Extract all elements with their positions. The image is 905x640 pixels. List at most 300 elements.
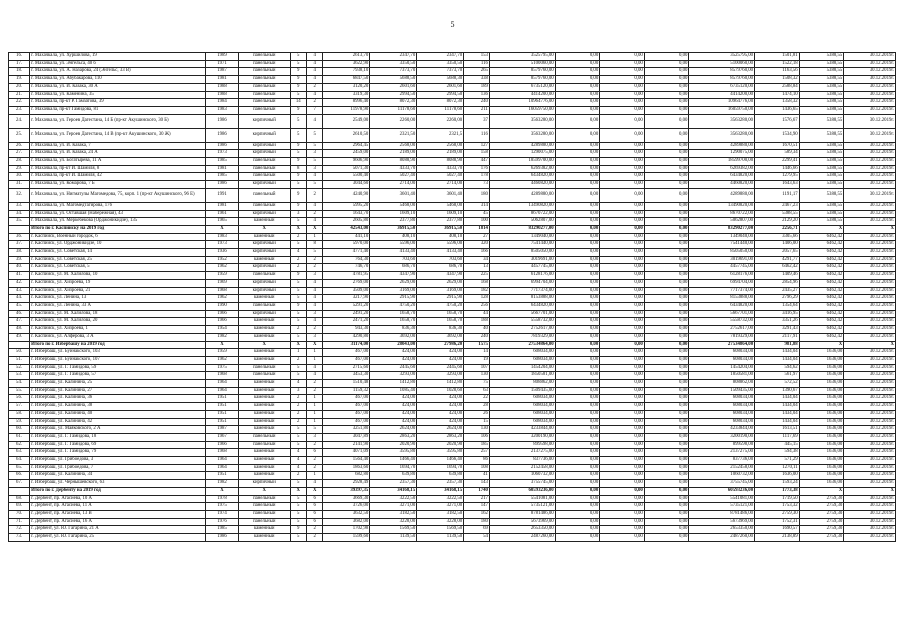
table-cell: 2471,20: [323, 318, 370, 326]
table-cell: 1569,50: [417, 526, 464, 534]
table-cell: кирпичный: [238, 287, 290, 295]
table-row: [9, 241, 896, 249]
table-cell: 3692,00: [417, 333, 464, 341]
table-cell: 59.: [9, 418, 30, 426]
table-cell: 1: [306, 356, 322, 364]
table-cell: 147: [464, 503, 490, 511]
table-cell: 1593,24: [755, 480, 800, 488]
table-cell: 2189,00: [370, 150, 417, 158]
table-cell: г. Махачкала, пр-кт Р. Гамзатова, 39: [30, 99, 206, 107]
table-cell: 2: [290, 326, 306, 334]
table-cell: 69.: [9, 503, 30, 511]
table-cell: 2549,00: [323, 114, 370, 128]
table-cell: 9: [290, 83, 306, 91]
table-cell: 5: [290, 364, 306, 372]
table-cell: 6462,42: [799, 233, 844, 241]
table-cell: 257: [464, 449, 490, 457]
table-cell: каменный: [238, 449, 290, 457]
table-cell: 1951: [206, 410, 239, 418]
table-cell: 0,00: [600, 150, 645, 158]
table-cell: г. Махачкала, ул. Магомедтагирова, 176: [30, 202, 206, 210]
table-cell: 30.12.2019г.: [844, 472, 896, 480]
table-cell: 2: [306, 326, 322, 334]
table-cell: 1454204,00: [489, 364, 555, 372]
table-cell: 2715,60: [323, 364, 370, 372]
table-cell: 2: [306, 534, 322, 542]
table-cell: 608034,00: [489, 356, 555, 364]
table-row: [9, 295, 896, 303]
table-cell: 31.: [9, 181, 30, 189]
table-cell: каменный: [238, 410, 290, 418]
table-cell: 10964776,00: [489, 99, 555, 107]
table-cell: 1967: [206, 433, 239, 441]
table-cell: 5: [290, 503, 306, 511]
table-cell: 30.12.2019г.: [844, 158, 896, 166]
table-cell: 2: [306, 464, 322, 472]
table-cell: г. Дербент, пр. Агасиева, 16 А: [30, 518, 206, 526]
table-cell: 3453,30: [323, 372, 370, 380]
table-cell: 1466,40: [417, 457, 464, 465]
table-cell: 4: [306, 480, 322, 488]
table-cell: 1968: [206, 287, 239, 295]
table-cell: 424,00: [370, 395, 417, 403]
table-cell: 4457745,00: [489, 264, 555, 272]
table-cell: 1986: [206, 128, 239, 142]
table-cell: 447: [464, 158, 490, 166]
table-cell: 3019691,00: [489, 256, 555, 264]
table-cell: 2347,70: [417, 53, 464, 61]
table-row: [9, 249, 896, 257]
table-cell: 0,00: [555, 99, 600, 107]
table-cell: 0,00: [600, 426, 645, 434]
table-cell: 3509,00: [323, 287, 370, 295]
table-cell: 18599700,00: [489, 158, 555, 166]
table-cell: 100: [464, 218, 490, 226]
table-cell: 0,00: [600, 173, 645, 181]
table-cell: 3120,20: [323, 83, 370, 91]
table-cell: 0,00: [600, 287, 645, 295]
table-cell: 0,00: [600, 480, 645, 488]
table-cell: 16059750,00: [689, 106, 755, 114]
table-cell: 1985: [206, 158, 239, 166]
table-cell: 5: [290, 241, 306, 249]
table-cell: 608034,00: [689, 410, 755, 418]
table-cell: 0,00: [600, 225, 645, 233]
table-cell: 1959: [206, 349, 239, 357]
table-cell: г. Каспийск, ул. Советская, 5: [30, 264, 206, 272]
table-cell: 30.12.2019г.: [844, 150, 896, 158]
table-cell: 27: [464, 233, 490, 241]
table-cell: г. Избербаш, ул. Г. Гамидова, 59: [30, 364, 206, 372]
table-cell: 3: [306, 165, 322, 173]
table-cell: каменный: [238, 426, 290, 434]
table-cell: 0,00: [644, 364, 689, 372]
table-cell: 0,00: [555, 114, 600, 128]
table-cell: 3293,00: [370, 372, 417, 380]
table-cell: 5: [290, 181, 306, 189]
table-cell: 5388,55: [799, 210, 844, 218]
table-cell: 7541440,00: [689, 241, 755, 249]
table-cell: панельный: [238, 76, 290, 84]
table-cell: панельный: [238, 68, 290, 76]
table-cell: 1961: [206, 210, 239, 218]
table-cell: 4460820,00: [689, 181, 755, 189]
table-row: [9, 326, 896, 334]
table-cell: 8505050,00: [689, 249, 755, 257]
table-cell: панельный: [238, 188, 290, 202]
table-cell: 6462,42: [799, 310, 844, 318]
table-cell: 0,00: [644, 310, 689, 318]
table-cell: г. Дербент, ул. Ю. Гагарина, 21 А: [30, 526, 206, 534]
table-cell: 36.: [9, 233, 30, 241]
table-row: [9, 68, 896, 76]
table-cell: 2057,65: [755, 249, 800, 257]
table-cell: 2: [290, 395, 306, 403]
table-cell: 30.12.2019г.: [844, 241, 896, 249]
table-cell: 6434820,00: [689, 302, 755, 310]
table-cell: 1412,80: [370, 380, 417, 388]
table-cell: 2863,20: [417, 433, 464, 441]
table-cell: 49.: [9, 333, 30, 341]
table-cell: 4291,77: [755, 256, 800, 264]
table-cell: 608034,00: [489, 395, 555, 403]
table-cell: Х: [238, 225, 290, 233]
table-cell: 899598,00: [689, 441, 755, 449]
table-cell: 166: [464, 249, 490, 257]
table-cell: г. Махачкала, ул. Хуршилова, 19: [30, 53, 206, 61]
table-cell: 3692,00: [370, 333, 417, 341]
table-cell: 0,00: [644, 380, 689, 388]
table-cell: 424,00: [417, 403, 464, 411]
table-cell: Х: [238, 487, 290, 495]
table-cell: 746,70: [323, 264, 370, 272]
table-cell: 4: [306, 76, 322, 84]
table-cell: 0,00: [555, 387, 600, 395]
table-cell: 0,00: [555, 287, 600, 295]
table-cell: 1: [290, 349, 306, 357]
table-cell: 2759,30: [799, 495, 844, 503]
table-cell: 47.: [9, 318, 30, 326]
table-cell: 0,00: [600, 387, 645, 395]
table-cell: 2: [290, 264, 306, 272]
table-cell: кирпичный: [238, 241, 290, 249]
table-cell: 1599,60: [323, 534, 370, 542]
table-cell: 0,00: [644, 341, 689, 349]
table-cell: 3416,95: [755, 310, 800, 318]
table-cell: 39.: [9, 256, 30, 264]
table-cell: 30.12.2019г.: [844, 395, 896, 403]
table-cell: панельный: [238, 158, 290, 166]
table-cell: 30.12.2019г.: [844, 526, 896, 534]
table-cell: 2605,80: [323, 218, 370, 226]
table-cell: 30.12.2019г.: [844, 426, 896, 434]
table-cell: 6735120,00: [489, 83, 555, 91]
table-cell: 1636,00: [799, 472, 844, 480]
table-cell: 1990: [206, 302, 239, 310]
table-cell: 44: [464, 310, 490, 318]
table-cell: 1962: [206, 356, 239, 364]
table-cell: 30.12.2019г.: [844, 53, 896, 61]
table-cell: 0,00: [555, 68, 600, 76]
table-cell: 5388,55: [799, 53, 844, 61]
table-cell: 5388,55: [799, 218, 844, 226]
table-cell: 75: [464, 380, 490, 388]
table-cell: 467,00: [323, 403, 370, 411]
table-cell: 0,00: [555, 526, 600, 534]
table-cell: 0,00: [600, 68, 645, 76]
table-cell: 13: [464, 264, 490, 272]
table-cell: 3563280,00: [689, 114, 755, 128]
table-cell: 41.: [9, 272, 30, 280]
table-cell: 0,00: [600, 403, 645, 411]
table-cell: 4: [306, 91, 322, 99]
table-cell: 5970,00: [323, 241, 370, 249]
table-cell: 2994,50: [370, 91, 417, 99]
table-cell: 5: [290, 218, 306, 226]
table-cell: 8153888,00: [689, 295, 755, 303]
table-row: [9, 534, 896, 542]
table-cell: 0,00: [555, 225, 600, 233]
table-cell: 2714,00: [417, 181, 464, 189]
table-row: [9, 142, 896, 150]
table-cell: 2759,30: [799, 534, 844, 542]
table-cell: 837736,00: [689, 457, 755, 465]
table-cell: 6847,50: [323, 76, 370, 84]
table-cell: 30.12.2019г.: [844, 464, 896, 472]
table-cell: 4240,90: [323, 188, 370, 202]
table-cell: 30.12.2019г.: [844, 287, 896, 295]
table-cell: 54.: [9, 380, 30, 388]
table-cell: 18.: [9, 68, 30, 76]
table-cell: 5596,00: [417, 241, 464, 249]
table-cell: 1434,04: [755, 356, 800, 364]
table-cell: г. Каспийск, ул. Алферова, 3 А: [30, 333, 206, 341]
table-cell: 86: [464, 457, 490, 465]
table-cell: 2129,20: [755, 218, 800, 226]
table-cell: 3601,40: [370, 188, 417, 202]
table-cell: 9606,90: [323, 158, 370, 166]
table-cell: 55.: [9, 387, 30, 395]
table-cell: 1694,70: [417, 464, 464, 472]
table-cell: 1954: [206, 326, 239, 334]
table-cell: 1349040,00: [689, 233, 755, 241]
table-cell: 15: [464, 418, 490, 426]
table-cell: 107: [464, 364, 490, 372]
table-cell: 5388,55: [799, 173, 844, 181]
table-cell: 3351,26: [755, 318, 800, 326]
table-cell: 0,00: [644, 495, 689, 503]
table-cell: 5: [290, 114, 306, 128]
table-cell: 65.: [9, 464, 30, 472]
table-cell: 5468,00: [417, 202, 464, 210]
table-cell: [9, 225, 30, 233]
table-cell: 3228,00: [370, 518, 417, 526]
table-cell: 1139,50: [370, 534, 417, 542]
table-cell: 240: [464, 333, 490, 341]
table-cell: 0,00: [555, 128, 600, 142]
table-cell: 0,00: [644, 387, 689, 395]
table-cell: 0,00: [644, 256, 689, 264]
table-cell: 0,00: [555, 302, 600, 310]
table-cell: 1694,70: [370, 464, 417, 472]
table-cell: 0,00: [600, 510, 645, 518]
table-cell: 6462,42: [799, 302, 844, 310]
table-cell: 3044,60: [323, 181, 370, 189]
table-cell: 2357,30: [370, 480, 417, 488]
table-cell: 0,00: [555, 480, 600, 488]
table-cell: 0,00: [644, 225, 689, 233]
total-row: [9, 225, 896, 233]
table-cell: 0,00: [600, 449, 645, 457]
table-cell: 3200190,00: [489, 433, 555, 441]
table-cell: 30.12.2019г.: [844, 181, 896, 189]
table-cell: 0,00: [644, 372, 689, 380]
table-cell: каменный: [238, 418, 290, 426]
table-cell: 5388,55: [755, 210, 800, 218]
table-row: [9, 83, 896, 91]
table-cell: 0,00: [600, 233, 645, 241]
table-cell: 22: [464, 395, 490, 403]
table-cell: 1986: [206, 142, 239, 150]
table-cell: каменный: [238, 472, 290, 480]
table-cell: г. Избербаш, ул. Г. Гамидова, 79: [30, 449, 206, 457]
table-cell: 1985: [206, 526, 239, 534]
table-cell: 2: [306, 188, 322, 202]
table-cell: 5388,55: [799, 91, 844, 99]
table-cell: 41: [464, 472, 490, 480]
table-cell: каменный: [238, 233, 290, 241]
table-cell: 61.: [9, 433, 30, 441]
table-cell: 3632,50: [323, 510, 370, 518]
table-cell: 51.: [9, 356, 30, 364]
table-cell: г. Избербаш, ул. Калинина, 42: [30, 418, 206, 426]
table-cell: 2445,60: [370, 364, 417, 372]
table-cell: 2459,00: [323, 150, 370, 158]
table-cell: панельный: [238, 91, 290, 99]
table-cell: 2759,30: [755, 510, 800, 518]
table-cell: 0,00: [600, 83, 645, 91]
table-cell: 3601,40: [417, 188, 464, 202]
table-cell: 30.12.2019г.: [844, 364, 896, 372]
table-cell: 0,00: [600, 264, 645, 272]
table-cell: 0,00: [600, 106, 645, 114]
table-cell: 46.: [9, 310, 30, 318]
table-cell: 28.: [9, 158, 30, 166]
table-cell: 2863,20: [370, 433, 417, 441]
table-cell: 0,00: [600, 142, 645, 150]
table-cell: каменный: [238, 457, 290, 465]
table-cell: 0,00: [555, 318, 600, 326]
table-cell: 5688,50: [370, 76, 417, 84]
table-cell: 3525795,00: [689, 53, 755, 61]
table-cell: панельный: [238, 510, 290, 518]
table-cell: 4460820,00: [489, 181, 555, 189]
table-cell: Х: [799, 225, 844, 233]
table-cell: г. Махачкала, ул. И. Казака, 24 А: [30, 150, 206, 158]
table-cell: 0,00: [555, 395, 600, 403]
table-cell: 0,00: [600, 114, 645, 128]
table-cell: 424,00: [417, 410, 464, 418]
table-cell: 5: [290, 426, 306, 434]
table-cell: каменный: [238, 295, 290, 303]
table-cell: 424,00: [417, 356, 464, 364]
table-cell: 1975: [206, 503, 239, 511]
table-cell: 2624,00: [370, 426, 417, 434]
table-cell: 116: [464, 128, 490, 142]
table-cell: 8670722,00: [489, 210, 555, 218]
table-cell: 4457745,00: [689, 264, 755, 272]
table-cell: 36915,50: [417, 225, 464, 233]
table-cell: г. Каспийск, ул. Советская, 25: [30, 256, 206, 264]
table-cell: каменный: [238, 534, 290, 542]
table-cell: панельный: [238, 302, 290, 310]
table-cell: 467,00: [323, 349, 370, 357]
table-cell: 5: [290, 91, 306, 99]
table-cell: 83290277,00: [689, 225, 755, 233]
table-cell: 2915,90: [370, 295, 417, 303]
table-cell: 1613,51: [755, 426, 800, 434]
table-cell: 1434,04: [755, 410, 800, 418]
table-cell: 0,00: [644, 441, 689, 449]
table-cell: 0,00: [600, 165, 645, 173]
table-cell: 30.12.2019г.: [844, 83, 896, 91]
table-cell: 0,00: [644, 302, 689, 310]
table-cell: панельный: [238, 106, 290, 114]
table-cell: панельный: [238, 272, 290, 280]
table-cell: 1349040,00: [489, 233, 555, 241]
table-cell: 2137275,00: [689, 449, 755, 457]
table-row: [9, 510, 896, 518]
table-cell: 3169,00: [370, 287, 417, 295]
table-cell: 0,00: [555, 279, 600, 287]
table-cell: 37: [464, 114, 490, 128]
table-cell: 0,00: [644, 106, 689, 114]
table-cell: 3251,80: [323, 426, 370, 434]
table-cell: 1965: [206, 218, 239, 226]
table-cell: 178: [464, 173, 490, 181]
table-row: [9, 372, 896, 380]
table-cell: 3222,50: [370, 495, 417, 503]
table-cell: 0,00: [644, 518, 689, 526]
table-cell: кирпичный: [238, 310, 290, 318]
table-cell: г. Избербаш, ул. Калинина, 36: [30, 395, 206, 403]
table-cell: 0,00: [644, 464, 689, 472]
table-cell: 30.12.2019г.: [844, 165, 896, 173]
table-cell: 0,00: [600, 76, 645, 84]
table-row: [9, 426, 896, 434]
table-cell: 1719,50: [755, 495, 800, 503]
table-cell: 1658,70: [370, 310, 417, 318]
table-cell: 64.: [9, 457, 30, 465]
table-cell: 3682,00: [323, 518, 370, 526]
table-cell: 1636,00: [799, 457, 844, 465]
table-cell: 1983: [206, 106, 239, 114]
table-cell: 0,00: [644, 356, 689, 364]
table-cell: 424,00: [370, 403, 417, 411]
table-cell: 7938,10: [323, 68, 370, 76]
table-cell: 30.12.2019г.: [844, 218, 896, 226]
table-cell: 0,00: [555, 464, 600, 472]
table-cell: 2568,00: [370, 142, 417, 150]
table-cell: 0,00: [600, 372, 645, 380]
table-cell: 5: [290, 534, 306, 542]
table-cell: 1636,00: [799, 441, 844, 449]
table-cell: 9: [290, 272, 306, 280]
table-cell: 0,00: [644, 241, 689, 249]
table-cell: 5291,20: [323, 302, 370, 310]
table-cell: 3622,90: [323, 60, 370, 68]
table-cell: 6462,42: [799, 249, 844, 257]
